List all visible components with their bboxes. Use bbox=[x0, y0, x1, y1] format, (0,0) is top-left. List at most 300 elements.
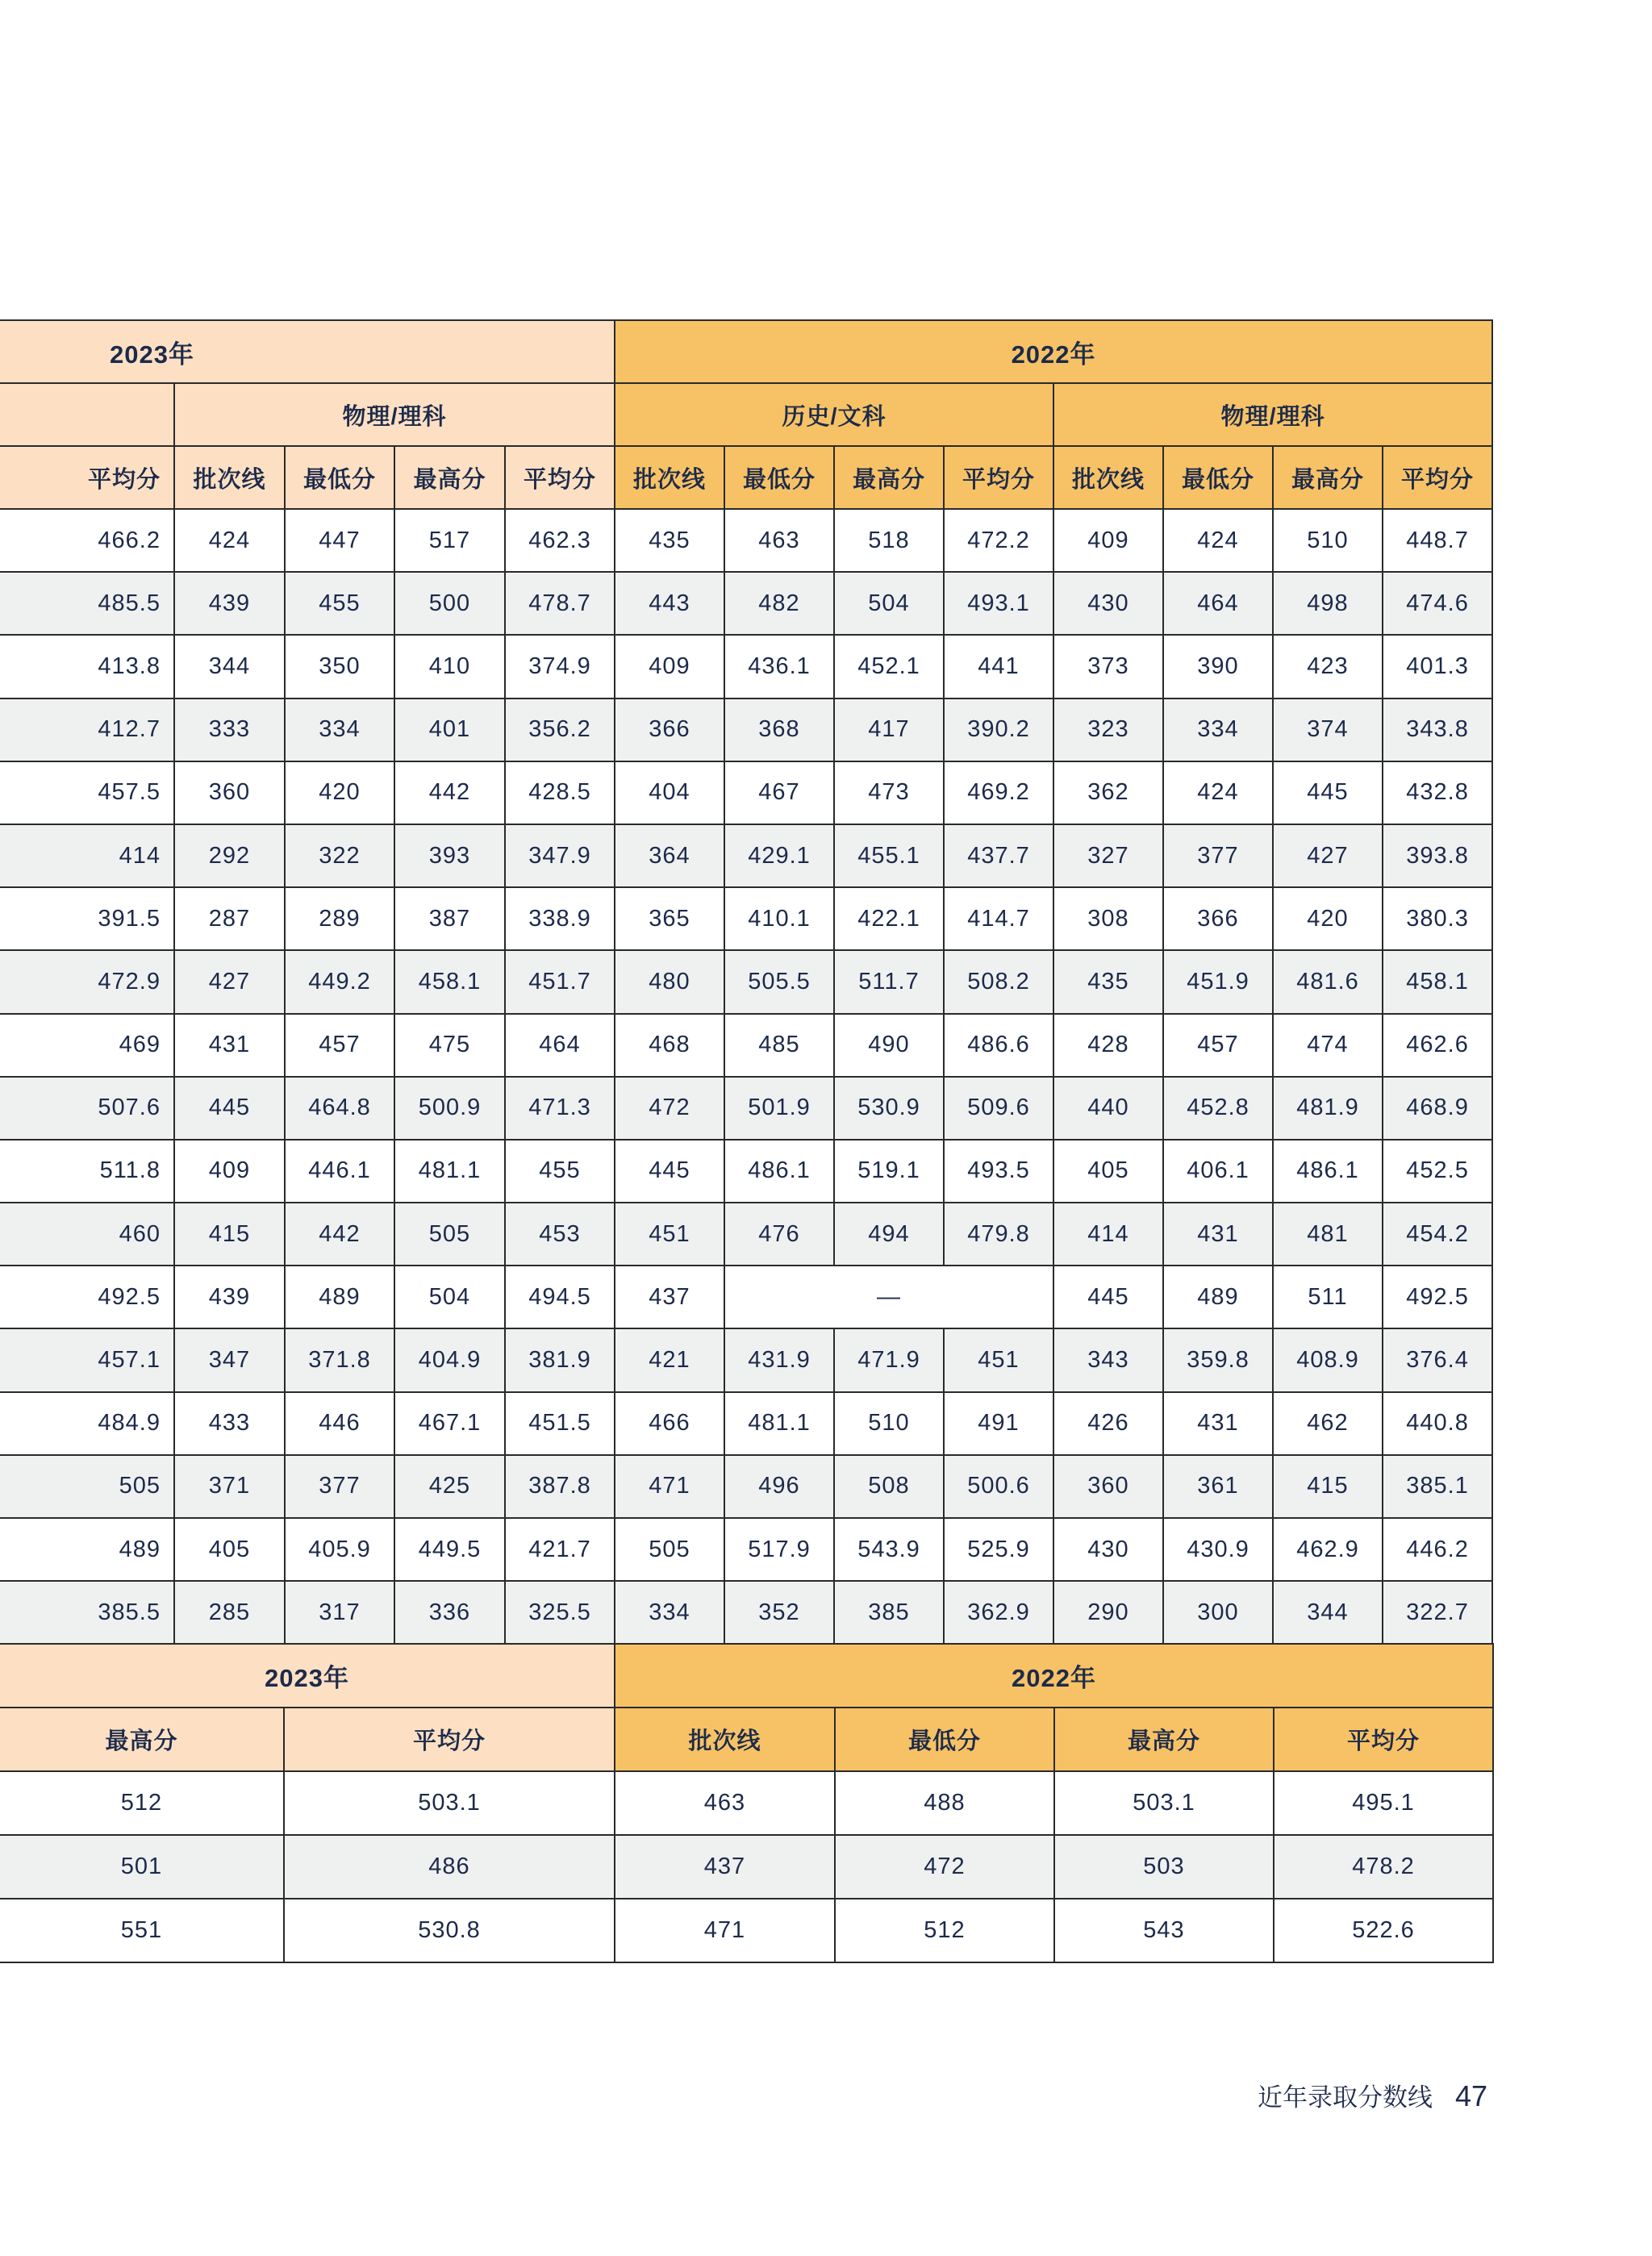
table-cell: 440.8 bbox=[1383, 1392, 1492, 1455]
table-cell: 517 bbox=[394, 509, 505, 572]
table-cell: 317 bbox=[285, 1581, 394, 1644]
table-cell: 468 bbox=[615, 1014, 724, 1077]
table-cell: 543.9 bbox=[834, 1518, 944, 1581]
table-cell: 501 bbox=[0, 1835, 284, 1899]
table-cell: 377 bbox=[285, 1455, 394, 1518]
table-row bbox=[0, 1518, 1492, 1581]
table-cell: 429.1 bbox=[724, 824, 834, 887]
table-row bbox=[0, 1392, 1492, 1455]
table-cell: 481.9 bbox=[1273, 1077, 1383, 1140]
table-cell: 359.8 bbox=[1163, 1328, 1273, 1391]
table-cell: 473 bbox=[834, 761, 944, 824]
table-cell: 471.3 bbox=[505, 1077, 615, 1140]
table-row bbox=[0, 1899, 1493, 1962]
column-header: 批次线 bbox=[174, 446, 285, 509]
column-header: 平均分 bbox=[1274, 1708, 1493, 1771]
table-cell: 347.9 bbox=[505, 824, 615, 887]
table-cell: 350 bbox=[285, 635, 394, 698]
table-cell: 414 bbox=[0, 824, 174, 887]
table-cell: 495.1 bbox=[1274, 1771, 1493, 1835]
table-cell: 490 bbox=[834, 1014, 944, 1077]
table-cell: 380.3 bbox=[1383, 887, 1492, 950]
table-cell: 457 bbox=[285, 1014, 394, 1077]
table-cell: 362.9 bbox=[944, 1581, 1053, 1644]
table-cell: 334 bbox=[1163, 698, 1273, 761]
table-cell: 431.9 bbox=[724, 1328, 834, 1391]
column-header: 最高分 bbox=[834, 446, 944, 509]
table-cell: 457.5 bbox=[0, 761, 174, 824]
table-cell: 347 bbox=[174, 1328, 285, 1391]
table-cell: 476 bbox=[724, 1203, 834, 1266]
column-header: 批次线 bbox=[615, 1708, 835, 1771]
group-header-2022-physics: 物理/理科 bbox=[1053, 383, 1492, 446]
table-cell: 445 bbox=[1053, 1266, 1163, 1328]
table-cell: 376.4 bbox=[1383, 1328, 1492, 1391]
table-row bbox=[0, 1328, 1492, 1391]
table-cell: 474.6 bbox=[1383, 572, 1492, 635]
table-cell: 405.9 bbox=[285, 1518, 394, 1581]
table-cell: 409 bbox=[174, 1140, 285, 1203]
table-cell: 334 bbox=[615, 1581, 724, 1644]
table-cell: 447 bbox=[285, 509, 394, 572]
table-cell: 336 bbox=[394, 1581, 505, 1644]
table-cell: 435 bbox=[615, 509, 724, 572]
table-cell: 439 bbox=[174, 1266, 285, 1328]
table-cell: 486 bbox=[284, 1835, 615, 1899]
table-cell: 410 bbox=[394, 635, 505, 698]
table-cell: 338.9 bbox=[505, 887, 615, 950]
table-cell: 430.9 bbox=[1163, 1518, 1273, 1581]
table-cell: 462.6 bbox=[1383, 1014, 1492, 1077]
table-cell: 510 bbox=[1273, 509, 1383, 572]
table-cell: 385 bbox=[834, 1581, 944, 1644]
table-cell: 423 bbox=[1273, 635, 1383, 698]
table-cell: 503.1 bbox=[284, 1771, 615, 1835]
table-cell: 439 bbox=[174, 572, 285, 635]
table-cell: 505 bbox=[0, 1455, 174, 1518]
year-header-2023: 2023年 bbox=[0, 320, 615, 383]
table-cell: 387.8 bbox=[505, 1455, 615, 1518]
table-cell: 377 bbox=[1163, 824, 1273, 887]
table-cell: 308 bbox=[1053, 887, 1163, 950]
table-cell: 427 bbox=[174, 950, 285, 1013]
table-cell: 511.7 bbox=[834, 950, 944, 1013]
table-cell: 478.2 bbox=[1274, 1835, 1493, 1899]
table-row bbox=[0, 1266, 1492, 1328]
table-cell: 472.9 bbox=[0, 950, 174, 1013]
table-cell: 484.9 bbox=[0, 1392, 174, 1455]
column-header: 平均分 bbox=[1383, 446, 1492, 509]
table-cell: 518 bbox=[834, 509, 944, 572]
table-cell: 344 bbox=[1273, 1581, 1383, 1644]
table-cell: 481 bbox=[1273, 1203, 1383, 1266]
table-cell: 327 bbox=[1053, 824, 1163, 887]
table-row bbox=[0, 509, 1492, 572]
column-header: 平均分 bbox=[505, 446, 615, 509]
table-cell: 435 bbox=[1053, 950, 1163, 1013]
admission-scores-table bbox=[0, 319, 1493, 1645]
table-cell: 451.9 bbox=[1163, 950, 1273, 1013]
table-cell: 446.2 bbox=[1383, 1518, 1492, 1581]
table-cell: 415 bbox=[174, 1203, 285, 1266]
table-cell: 404.9 bbox=[394, 1328, 505, 1391]
table-cell: 405 bbox=[1053, 1140, 1163, 1203]
column-header: 最高分 bbox=[0, 1708, 284, 1771]
table-cell: 344 bbox=[174, 635, 285, 698]
table-cell: 292 bbox=[174, 824, 285, 887]
table-cell: 333 bbox=[174, 698, 285, 761]
table-cell: 393 bbox=[394, 824, 505, 887]
section-title: 近年录取分数线 bbox=[1257, 2083, 1433, 2112]
column-header: 批次线 bbox=[615, 446, 724, 509]
table-cell: 503 bbox=[1054, 1835, 1274, 1899]
page-number: 47 bbox=[1454, 2079, 1487, 2112]
table-cell: 451 bbox=[944, 1328, 1053, 1391]
table-row bbox=[0, 1455, 1492, 1518]
table-row bbox=[0, 824, 1492, 887]
table-cell: 464 bbox=[505, 1014, 615, 1077]
table-cell: 285 bbox=[174, 1581, 285, 1644]
table-cell: 489 bbox=[285, 1266, 394, 1328]
year-header-2023: 2023年 bbox=[0, 1644, 615, 1708]
table-cell: 415 bbox=[1273, 1455, 1383, 1518]
table-cell: 300 bbox=[1163, 1581, 1273, 1644]
table-cell: 437 bbox=[615, 1266, 724, 1328]
table-cell: 462 bbox=[1273, 1392, 1383, 1455]
table-cell: 462.9 bbox=[1273, 1518, 1383, 1581]
table-cell: 512 bbox=[835, 1899, 1054, 1962]
group-header-2023-physics: 物理/理科 bbox=[174, 383, 615, 446]
table-cell: 486.6 bbox=[944, 1014, 1053, 1077]
table-cell: 443 bbox=[615, 572, 724, 635]
table-row bbox=[0, 1771, 1493, 1835]
table-cell: 408.9 bbox=[1273, 1328, 1383, 1391]
table-cell: 427 bbox=[1273, 824, 1383, 887]
table-cell: 445 bbox=[615, 1140, 724, 1203]
table-cell: 505 bbox=[394, 1203, 505, 1266]
table-cell: 488 bbox=[835, 1771, 1054, 1835]
table-cell: 479.8 bbox=[944, 1203, 1053, 1266]
table-cell: 489 bbox=[0, 1518, 174, 1581]
table-cell: 424 bbox=[1163, 509, 1273, 572]
table-cell: 366 bbox=[615, 698, 724, 761]
table-cell: 404 bbox=[615, 761, 724, 824]
table-cell: 510 bbox=[834, 1392, 944, 1455]
table-cell: 491 bbox=[944, 1392, 1053, 1455]
table-cell: — bbox=[724, 1266, 1053, 1328]
table-cell: 390.2 bbox=[944, 698, 1053, 761]
table-cell: 467 bbox=[724, 761, 834, 824]
table-cell: 475 bbox=[394, 1014, 505, 1077]
table-cell: 401.3 bbox=[1383, 635, 1492, 698]
table-cell: 525.9 bbox=[944, 1518, 1053, 1581]
table-cell: 360 bbox=[1053, 1455, 1163, 1518]
table-cell: 503.1 bbox=[1054, 1771, 1274, 1835]
table-cell: 451.7 bbox=[505, 950, 615, 1013]
table-cell: 486.1 bbox=[1273, 1140, 1383, 1203]
table-cell: 505.5 bbox=[724, 950, 834, 1013]
table-cell: 469 bbox=[0, 1014, 174, 1077]
table-cell: 440 bbox=[1053, 1077, 1163, 1140]
table-cell: 462.3 bbox=[505, 509, 615, 572]
table-cell: 454.2 bbox=[1383, 1203, 1492, 1266]
table-cell: 401 bbox=[394, 698, 505, 761]
table-cell: 504 bbox=[394, 1266, 505, 1328]
year-header-2022: 2022年 bbox=[615, 1644, 1493, 1708]
table-cell: 421 bbox=[615, 1328, 724, 1391]
table-cell: 343.8 bbox=[1383, 698, 1492, 761]
table-cell: 551 bbox=[0, 1899, 284, 1962]
table-cell: 373 bbox=[1053, 635, 1163, 698]
table-cell: 453 bbox=[505, 1203, 615, 1266]
table-cell: 374.9 bbox=[505, 635, 615, 698]
table-cell: 500 bbox=[394, 572, 505, 635]
table-cell: 543 bbox=[1054, 1899, 1274, 1962]
table-cell: 464.8 bbox=[285, 1077, 394, 1140]
table-cell: 481.6 bbox=[1273, 950, 1383, 1013]
table-cell: 512 bbox=[0, 1771, 284, 1835]
column-header: 最低分 bbox=[285, 446, 394, 509]
table-cell: 494.5 bbox=[505, 1266, 615, 1328]
group-header-2022-history: 历史/文科 bbox=[615, 383, 1053, 446]
table-cell: 409 bbox=[615, 635, 724, 698]
table-cell: 457.1 bbox=[0, 1328, 174, 1391]
table-cell: 420 bbox=[1273, 887, 1383, 950]
table-cell: 368 bbox=[724, 698, 834, 761]
table-cell: 452.5 bbox=[1383, 1140, 1492, 1203]
table-cell: 448.7 bbox=[1383, 509, 1492, 572]
table-cell: 452.8 bbox=[1163, 1077, 1273, 1140]
table-row bbox=[0, 1077, 1492, 1140]
table-cell: 322 bbox=[285, 824, 394, 887]
table-cell: 413.8 bbox=[0, 635, 174, 698]
group-header-empty bbox=[0, 383, 174, 446]
column-header: 最低分 bbox=[724, 446, 834, 509]
table-cell: 441 bbox=[944, 635, 1053, 698]
table-cell: 492.5 bbox=[1383, 1266, 1492, 1328]
table-cell: 414.7 bbox=[944, 887, 1053, 950]
column-header: 批次线 bbox=[1053, 446, 1163, 509]
table-cell: 390 bbox=[1163, 635, 1273, 698]
table-cell: 430 bbox=[1053, 1518, 1163, 1581]
column-header: 最高分 bbox=[1273, 446, 1383, 509]
table-cell: 508 bbox=[834, 1455, 944, 1518]
table-cell: 471 bbox=[615, 1899, 835, 1962]
table-row bbox=[0, 635, 1492, 698]
table-cell: 385.1 bbox=[1383, 1455, 1492, 1518]
column-header: 平均分 bbox=[944, 446, 1053, 509]
table-cell: 325.5 bbox=[505, 1581, 615, 1644]
table-row bbox=[0, 698, 1492, 761]
table-cell: 446 bbox=[285, 1392, 394, 1455]
column-header: 最高分 bbox=[1054, 1708, 1274, 1771]
table-cell: 467.1 bbox=[394, 1392, 505, 1455]
table-cell: 361 bbox=[1163, 1455, 1273, 1518]
table-cell: 426 bbox=[1053, 1392, 1163, 1455]
table-row bbox=[0, 1203, 1492, 1266]
table-cell: 517.9 bbox=[724, 1518, 834, 1581]
table-cell: 492.5 bbox=[0, 1266, 174, 1328]
table-cell: 365 bbox=[615, 887, 724, 950]
table-cell: 458.1 bbox=[1383, 950, 1492, 1013]
table-cell: 391.5 bbox=[0, 887, 174, 950]
column-header: 最低分 bbox=[1163, 446, 1273, 509]
table-cell: 430 bbox=[1053, 572, 1163, 635]
column-header: 最低分 bbox=[835, 1708, 1054, 1771]
table-cell: 464 bbox=[1163, 572, 1273, 635]
table-cell: 433 bbox=[174, 1392, 285, 1455]
table-cell: 478.7 bbox=[505, 572, 615, 635]
table-cell: 451.5 bbox=[505, 1392, 615, 1455]
table-cell: 485 bbox=[724, 1014, 834, 1077]
table-cell: 509.6 bbox=[944, 1077, 1053, 1140]
table-cell: 474 bbox=[1273, 1014, 1383, 1077]
table-row bbox=[0, 950, 1492, 1013]
table-cell: 445 bbox=[1273, 761, 1383, 824]
table-cell: 458.1 bbox=[394, 950, 505, 1013]
table-cell: 371 bbox=[174, 1455, 285, 1518]
table-cell: 455.1 bbox=[834, 824, 944, 887]
table-cell: 360 bbox=[174, 761, 285, 824]
table-cell: 485.5 bbox=[0, 572, 174, 635]
table-cell: 289 bbox=[285, 887, 394, 950]
table-cell: 471 bbox=[615, 1455, 724, 1518]
table-cell: 489 bbox=[1163, 1266, 1273, 1328]
table-cell: 472 bbox=[835, 1835, 1054, 1899]
table-cell: 446.1 bbox=[285, 1140, 394, 1203]
table-cell: 409 bbox=[1053, 509, 1163, 572]
table-cell: 322.7 bbox=[1383, 1581, 1492, 1644]
table-cell: 511.8 bbox=[0, 1140, 174, 1203]
table-row bbox=[0, 1835, 1493, 1899]
table-cell: 406.1 bbox=[1163, 1140, 1273, 1203]
table-row bbox=[0, 572, 1492, 635]
table-cell: 428 bbox=[1053, 1014, 1163, 1077]
table-row bbox=[0, 1140, 1492, 1203]
table-cell: 468.9 bbox=[1383, 1077, 1492, 1140]
table-cell: 442 bbox=[285, 1203, 394, 1266]
table-cell: 414 bbox=[1053, 1203, 1163, 1266]
table-cell: 455 bbox=[285, 572, 394, 635]
table-cell: 352 bbox=[724, 1581, 834, 1644]
table-cell: 469.2 bbox=[944, 761, 1053, 824]
table-cell: 412.7 bbox=[0, 698, 174, 761]
table-cell: 455 bbox=[505, 1140, 615, 1203]
table-cell: 374 bbox=[1273, 698, 1383, 761]
table-cell: 530.8 bbox=[284, 1899, 615, 1962]
table-cell: 387 bbox=[394, 887, 505, 950]
table-row bbox=[0, 887, 1492, 950]
table-cell: 451 bbox=[615, 1203, 724, 1266]
table-cell: 463 bbox=[615, 1771, 835, 1835]
table-cell: 393.8 bbox=[1383, 824, 1492, 887]
table-cell: 422.1 bbox=[834, 887, 944, 950]
table-cell: 366 bbox=[1163, 887, 1273, 950]
table-cell: 493.5 bbox=[944, 1140, 1053, 1203]
table-cell: 500.6 bbox=[944, 1455, 1053, 1518]
table-cell: 481.1 bbox=[394, 1140, 505, 1203]
table-cell: 472 bbox=[615, 1077, 724, 1140]
table-cell: 501.9 bbox=[724, 1077, 834, 1140]
table-cell: 364 bbox=[615, 824, 724, 887]
column-header: 最高分 bbox=[394, 446, 505, 509]
table-cell: 530.9 bbox=[834, 1077, 944, 1140]
table-cell: 385.5 bbox=[0, 1581, 174, 1644]
table-cell: 323 bbox=[1053, 698, 1163, 761]
table-cell: 472.2 bbox=[944, 509, 1053, 572]
table-cell: 432.8 bbox=[1383, 761, 1492, 824]
table-cell: 371.8 bbox=[285, 1328, 394, 1391]
table-cell: 437.7 bbox=[944, 824, 1053, 887]
table-cell: 356.2 bbox=[505, 698, 615, 761]
table-cell: 334 bbox=[285, 698, 394, 761]
table-cell: 442 bbox=[394, 761, 505, 824]
table-cell: 482 bbox=[724, 572, 834, 635]
table-cell: 511 bbox=[1273, 1266, 1383, 1328]
table-cell: 428.5 bbox=[505, 761, 615, 824]
table-cell: 508.2 bbox=[944, 950, 1053, 1013]
table-cell: 457 bbox=[1163, 1014, 1273, 1077]
page-footer bbox=[1258, 2077, 1487, 2113]
table-cell: 431 bbox=[1163, 1203, 1273, 1266]
table-cell: 498 bbox=[1273, 572, 1383, 635]
table-cell: 460 bbox=[0, 1203, 174, 1266]
table-cell: 486.1 bbox=[724, 1140, 834, 1203]
column-header: 平均分 bbox=[0, 446, 174, 509]
admission-scores-table-2 bbox=[0, 1643, 1494, 1963]
table-cell: 410.1 bbox=[724, 887, 834, 950]
table-cell: 496 bbox=[724, 1455, 834, 1518]
table-row bbox=[0, 1014, 1492, 1077]
table-cell: 449.2 bbox=[285, 950, 394, 1013]
year-header-2022: 2022年 bbox=[615, 320, 1492, 383]
table-cell: 481.1 bbox=[724, 1392, 834, 1455]
table-cell: 466 bbox=[615, 1392, 724, 1455]
column-header: 平均分 bbox=[284, 1708, 615, 1771]
table-cell: 417 bbox=[834, 698, 944, 761]
table-cell: 431 bbox=[174, 1014, 285, 1077]
table-cell: 424 bbox=[1163, 761, 1273, 824]
table-cell: 507.6 bbox=[0, 1077, 174, 1140]
table-cell: 431 bbox=[1163, 1392, 1273, 1455]
table-cell: 500.9 bbox=[394, 1077, 505, 1140]
table-cell: 420 bbox=[285, 761, 394, 824]
table-cell: 437 bbox=[615, 1835, 835, 1899]
table-cell: 466.2 bbox=[0, 509, 174, 572]
table-cell: 421.7 bbox=[505, 1518, 615, 1581]
table-cell: 493.1 bbox=[944, 572, 1053, 635]
table-cell: 505 bbox=[615, 1518, 724, 1581]
table-cell: 436.1 bbox=[724, 635, 834, 698]
table-cell: 504 bbox=[834, 572, 944, 635]
table-cell: 405 bbox=[174, 1518, 285, 1581]
table-cell: 494 bbox=[834, 1203, 944, 1266]
table-row bbox=[0, 761, 1492, 824]
table-cell: 480 bbox=[615, 950, 724, 1013]
table-cell: 287 bbox=[174, 887, 285, 950]
table-cell: 463 bbox=[724, 509, 834, 572]
table-cell: 425 bbox=[394, 1455, 505, 1518]
table-row bbox=[0, 1581, 1492, 1644]
table-cell: 471.9 bbox=[834, 1328, 944, 1391]
table-cell: 362 bbox=[1053, 761, 1163, 824]
table-cell: 290 bbox=[1053, 1581, 1163, 1644]
table-cell: 424 bbox=[174, 509, 285, 572]
table-cell: 522.6 bbox=[1274, 1899, 1493, 1962]
table-cell: 343 bbox=[1053, 1328, 1163, 1391]
table-cell: 381.9 bbox=[505, 1328, 615, 1391]
table-cell: 445 bbox=[174, 1077, 285, 1140]
